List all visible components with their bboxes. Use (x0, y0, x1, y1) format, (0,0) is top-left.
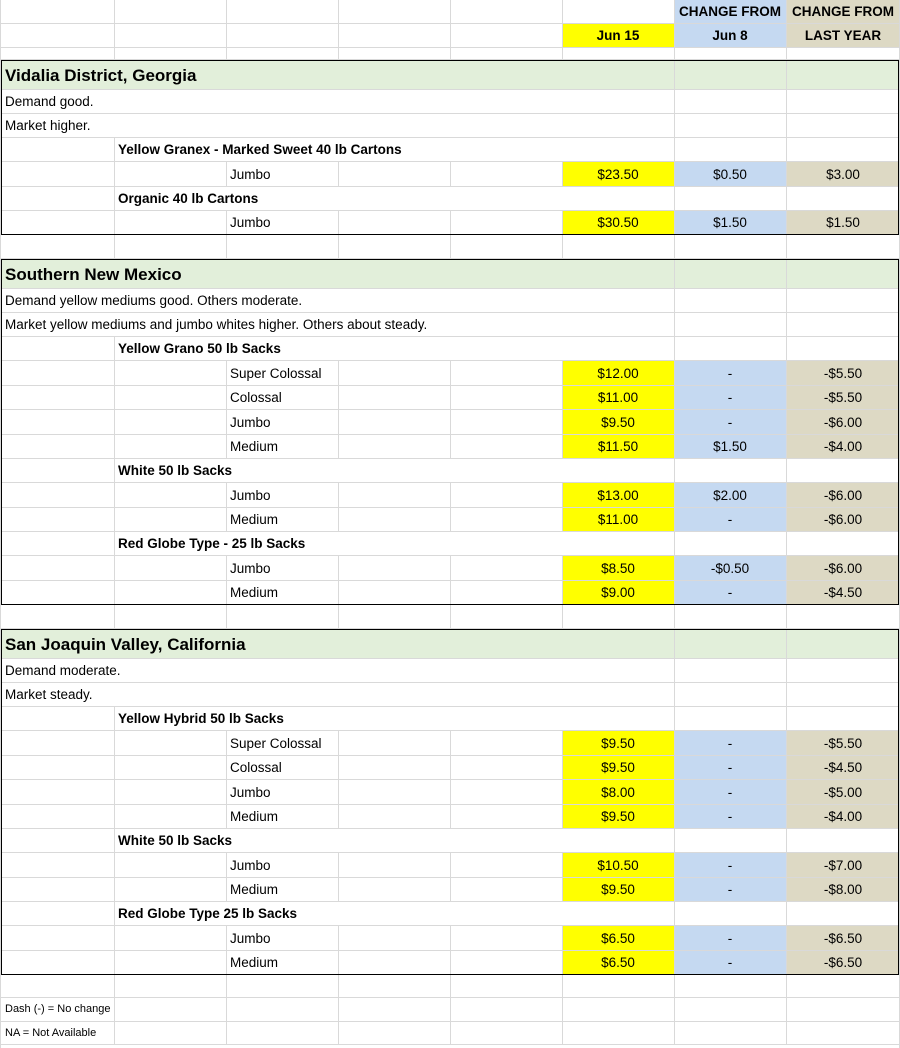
change-week-cell[interactable]: $1.50 (713, 439, 747, 454)
change-year-cell[interactable]: -$4.50 (823, 760, 863, 775)
section-title-fill (786, 259, 900, 289)
gridline (562, 605, 563, 629)
gridline (674, 998, 675, 1022)
price-cell[interactable]: $9.50 (601, 735, 635, 751)
change-year-cell[interactable]: -$6.00 (823, 487, 863, 503)
product-group-label: White 50 lb Sacks (118, 833, 233, 849)
gridline (114, 805, 115, 830)
gridline (674, 459, 675, 483)
price-cell[interactable]: $11.00 (597, 512, 639, 527)
gridline (786, 629, 787, 659)
header-change-week: Jun 8 (712, 28, 748, 44)
gridline (674, 605, 675, 629)
price-cell[interactable]: $8.50 (601, 560, 635, 576)
change-week-cell[interactable]: - (727, 930, 733, 946)
gridline (786, 707, 787, 731)
market-note: Demand yellow mediums good. Others moderate. (5, 293, 303, 309)
footnote: NA = Not Available (5, 1026, 97, 1039)
gridline (786, 459, 787, 483)
gridline (786, 235, 787, 259)
size-label: Jumbo (230, 784, 271, 800)
change-week-cell[interactable]: - (727, 512, 733, 527)
gridline (674, 337, 675, 361)
size-label: Jumbo (230, 487, 271, 503)
size-label: Medium (230, 809, 279, 824)
price-cell[interactable]: $30.50 (597, 215, 639, 230)
gridline (226, 235, 227, 259)
size-label: Super Colossal (230, 365, 322, 381)
gridline (786, 605, 787, 629)
gridline (674, 707, 675, 731)
gridline (114, 878, 115, 903)
gridline (674, 187, 675, 211)
gridline (450, 24, 451, 48)
gridline (226, 0, 227, 24)
gridline (786, 313, 787, 337)
price-cell[interactable]: $11.00 (597, 390, 639, 405)
market-note: Market yellow mediums and jumbo whites higher. Others about steady. (5, 317, 428, 333)
change-year-cell[interactable]: $3.00 (826, 166, 860, 182)
gridline (114, 731, 115, 756)
section-title-fill (786, 629, 900, 659)
gridline (674, 902, 675, 926)
header-price-date: Jun 15 (596, 28, 640, 44)
change-year-cell[interactable]: -$4.00 (823, 439, 863, 454)
product-group-label: White 50 lb Sacks (118, 463, 233, 479)
gridline (114, 556, 115, 581)
price-cell[interactable]: $9.00 (601, 585, 635, 600)
gridline (114, 951, 115, 976)
gridline (786, 902, 787, 926)
gridline (562, 975, 563, 998)
gridline (786, 90, 787, 114)
gridline (114, 483, 115, 508)
product-group-label: Yellow Grano 50 lb Sacks (118, 341, 281, 357)
gridline (786, 337, 787, 361)
header-change-week: CHANGE FROM (679, 4, 781, 20)
header-change-year: LAST YEAR (804, 28, 882, 44)
price-cell[interactable]: $9.50 (601, 760, 635, 775)
footnote: Dash (-) = No change (5, 1003, 111, 1016)
change-week-cell[interactable]: $2.00 (713, 487, 747, 503)
gridline (786, 659, 787, 683)
gridline (562, 235, 563, 259)
change-year-cell[interactable]: -$5.50 (823, 735, 863, 751)
gridline (674, 975, 675, 998)
change-week-cell[interactable]: - (727, 955, 733, 970)
gridline (786, 138, 787, 162)
gridline (674, 235, 675, 259)
change-year-cell[interactable]: -$8.00 (823, 882, 863, 897)
change-year-cell[interactable]: -$6.00 (823, 414, 863, 430)
price-cell[interactable]: $6.50 (601, 955, 635, 970)
product-group-label: Red Globe Type 25 lb Sacks (118, 906, 298, 922)
gridline (114, 508, 115, 533)
price-cell[interactable]: $9.50 (601, 882, 635, 897)
change-year-cell[interactable]: -$6.50 (823, 955, 863, 970)
gridline (786, 114, 787, 138)
change-week-cell[interactable]: - (727, 760, 733, 775)
gridline (0, 0, 1, 1048)
size-label: Medium (230, 439, 279, 454)
change-year-cell[interactable]: -$4.50 (823, 585, 863, 600)
gridline (338, 24, 339, 48)
price-cell[interactable]: $10.50 (597, 857, 639, 873)
size-label: Colossal (230, 390, 282, 405)
gridline (674, 1022, 675, 1046)
gridline (338, 975, 339, 998)
gridline (338, 1022, 339, 1046)
change-week-cell[interactable]: - (727, 365, 733, 381)
change-week-cell[interactable]: - (727, 390, 733, 405)
gridline (114, 581, 115, 606)
gridline (450, 235, 451, 259)
price-cell[interactable]: $9.50 (601, 414, 635, 430)
size-label: Jumbo (230, 930, 271, 946)
market-note: Demand moderate. (5, 663, 121, 679)
gridline (786, 532, 787, 556)
size-label: Jumbo (230, 414, 271, 430)
gridline (786, 60, 787, 90)
market-note: Market steady. (5, 687, 93, 703)
gridline (786, 259, 787, 289)
gridline (450, 975, 451, 998)
gridline (786, 187, 787, 211)
gridline (114, 975, 115, 998)
size-label: Colossal (230, 760, 282, 775)
size-label: Medium (230, 585, 279, 600)
market-note: Market higher. (5, 118, 91, 134)
size-label: Jumbo (230, 215, 271, 230)
gridline (226, 1022, 227, 1046)
price-cell[interactable]: $13.00 (597, 487, 639, 503)
product-group-label: Organic 40 lb Cartons (118, 190, 259, 206)
gridline (338, 235, 339, 259)
gridline (786, 289, 787, 313)
price-cell[interactable]: $9.50 (601, 809, 635, 824)
gridline (114, 435, 115, 460)
header-price-date (562, 0, 674, 24)
gridline (114, 0, 115, 24)
gridline (450, 1022, 451, 1046)
price-cell[interactable]: $11.50 (597, 439, 639, 454)
change-week-cell[interactable]: - (727, 784, 733, 800)
size-label: Jumbo (230, 166, 271, 182)
gridline (338, 605, 339, 629)
change-week-cell[interactable]: - (727, 809, 733, 824)
gridline (786, 998, 787, 1022)
size-label: Medium (230, 512, 279, 527)
gridline (674, 829, 675, 853)
change-week-cell[interactable]: - (727, 414, 733, 430)
gridline (226, 998, 227, 1022)
size-label: Medium (230, 955, 279, 970)
section-title: Southern New Mexico (5, 264, 182, 284)
product-group-label: Red Globe Type - 25 lb Sacks (118, 536, 306, 552)
size-label: Medium (230, 882, 279, 897)
change-year-cell[interactable]: -$6.50 (823, 930, 863, 946)
gridline (114, 24, 115, 48)
change-year-cell[interactable]: -$4.00 (823, 809, 863, 824)
size-label: Jumbo (230, 857, 271, 873)
header-change-year: CHANGE FROM (792, 4, 894, 20)
gridline (114, 162, 115, 187)
change-year-cell[interactable]: -$6.00 (823, 512, 863, 527)
gridline (226, 24, 227, 48)
gridline (786, 975, 787, 998)
change-year-cell[interactable]: -$7.00 (823, 857, 863, 873)
gridline (114, 361, 115, 386)
change-week-cell[interactable]: $0.50 (713, 166, 747, 182)
gridline (450, 998, 451, 1022)
gridline (114, 926, 115, 951)
gridline (114, 386, 115, 411)
product-group-label: Yellow Hybrid 50 lb Sacks (118, 711, 284, 727)
gridline (226, 975, 227, 998)
change-year-cell[interactable]: -$5.50 (823, 390, 863, 405)
gridline (114, 211, 115, 236)
price-cell[interactable]: $8.00 (601, 784, 635, 800)
product-group-label: Yellow Granex - Marked Sweet 40 lb Cartons (118, 142, 402, 158)
gridline (562, 1022, 563, 1046)
gridline (450, 0, 451, 24)
gridline (786, 683, 787, 707)
gridline (114, 235, 115, 259)
change-year-cell[interactable]: -$5.50 (823, 365, 863, 381)
change-week-cell[interactable]: $1.50 (713, 215, 747, 230)
section-title-fill (786, 60, 900, 90)
gridline (114, 756, 115, 781)
size-label: Jumbo (230, 560, 271, 576)
price-cell[interactable]: $23.50 (597, 166, 639, 182)
change-year-cell[interactable]: -$5.00 (823, 784, 863, 800)
price-cell[interactable]: $6.50 (601, 930, 635, 946)
gridline (114, 410, 115, 435)
gridline (338, 998, 339, 1022)
gridline (674, 532, 675, 556)
market-note: Demand good. (5, 94, 94, 110)
change-year-cell[interactable]: -$6.00 (823, 560, 863, 576)
price-cell[interactable]: $12.00 (597, 365, 639, 381)
change-week-cell[interactable]: - (727, 735, 733, 751)
gridline (674, 138, 675, 162)
gridline (786, 1022, 787, 1046)
gridline (226, 605, 227, 629)
size-label: Super Colossal (230, 735, 322, 751)
gridline (338, 0, 339, 24)
gridline (114, 605, 115, 629)
change-year-cell[interactable]: $1.50 (826, 215, 860, 230)
gridline (450, 605, 451, 629)
gridline (114, 780, 115, 805)
section-title: San Joaquin Valley, California (5, 634, 246, 654)
section-title: Vidalia District, Georgia (5, 65, 197, 85)
change-week-cell[interactable]: - (727, 585, 733, 600)
change-week-cell[interactable]: -$0.50 (710, 560, 750, 576)
change-week-cell[interactable]: - (727, 882, 733, 897)
gridline (786, 829, 787, 853)
change-week-cell[interactable]: - (727, 857, 733, 873)
gridline (114, 853, 115, 878)
gridline (562, 998, 563, 1022)
